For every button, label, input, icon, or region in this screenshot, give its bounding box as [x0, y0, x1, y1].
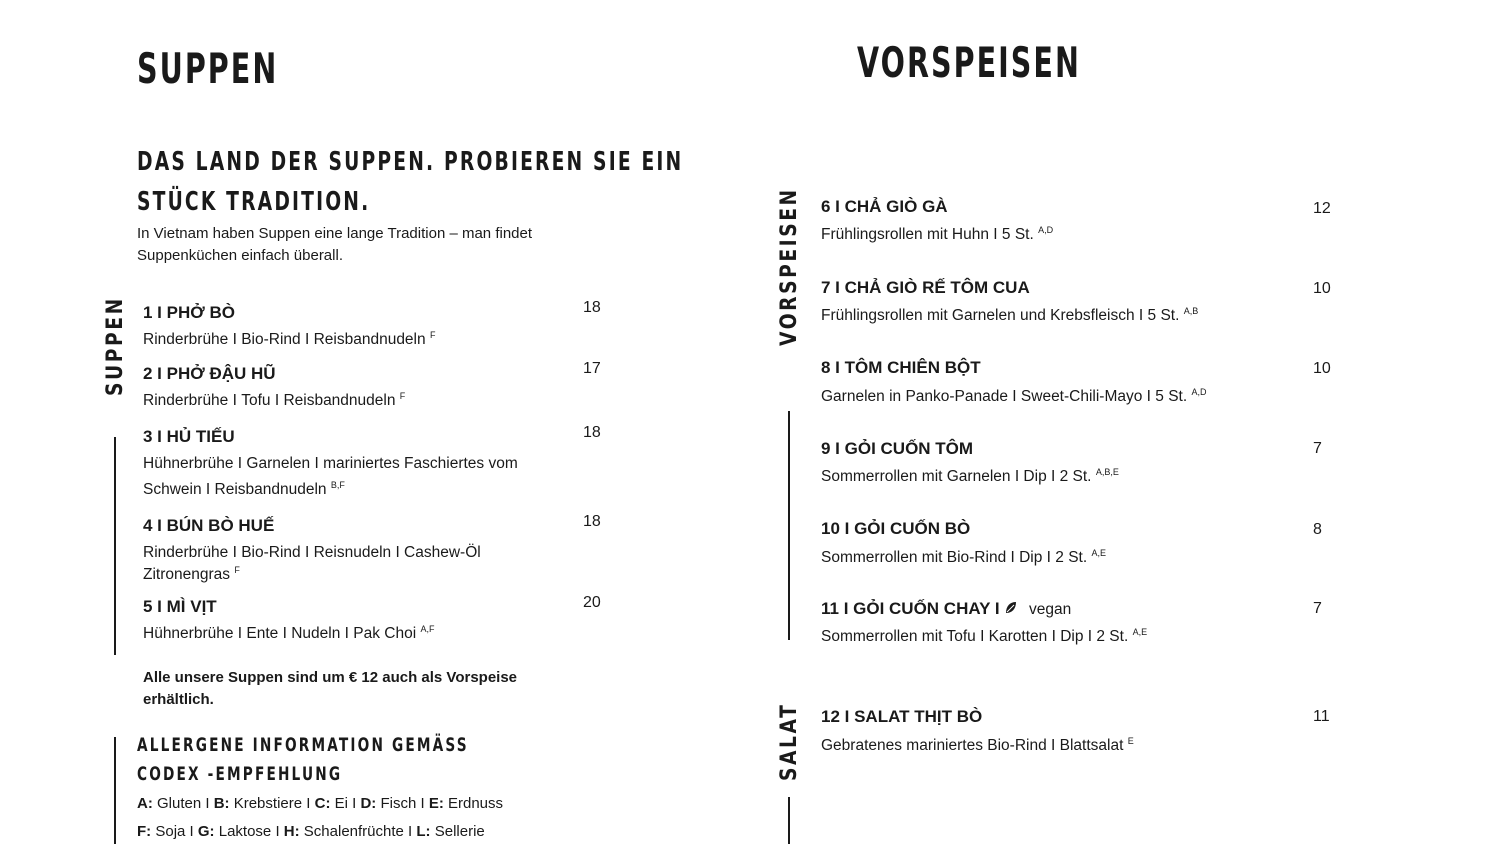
- vertical-label-salat: SALAT: [777, 702, 802, 781]
- menu-item-price: 11: [1313, 708, 1330, 725]
- menu-item-price: 10: [1313, 280, 1331, 297]
- menu-item-desc: Frühlingsrollen mit Huhn Ι 5 St. $^{A,D}$: [821, 224, 1054, 243]
- vertical-label-suppen: SUPPEN: [103, 296, 128, 396]
- menu-item-desc: Rinderbrühe Ι Bio-Rind Ι Reisbandnudeln $^F$: [143, 329, 436, 348]
- menu-item-name: 5 Ι MÌ VỊT: [143, 597, 217, 616]
- divider-line: [114, 437, 116, 655]
- suppen-note: Alle unsere Suppen sind um € 12 auch als Vorspeise erhältlich.: [143, 669, 518, 708]
- menu-item-name: 6 Ι CHẢ GIÒ GÀ: [821, 197, 948, 216]
- suppen-subtitle-line1: DAS LAND DER SUPPEN. PROBIEREN SIE EIN: [137, 147, 684, 177]
- allergen-title-line1: ALLERGENE INFORMATION GEMÄSS: [137, 734, 469, 756]
- divider-line: [788, 797, 790, 844]
- menu-item-name: 9 Ι GỎI CUỐN TÔM: [821, 439, 974, 458]
- menu-item-desc: Rinderbrühe Ι Bio-Rind Ι Reisnudeln Ι Cashew-Öl Zitronengras $^F$: [143, 544, 481, 583]
- menu-item-name: 2 Ι PHỞ ĐẬU HŨ: [143, 364, 276, 383]
- leaf-icon: [1004, 601, 1018, 615]
- menu-item-desc: Sommerrollen mit Garnelen Ι Dip Ι 2 St. $^{A,B,E}$: [821, 466, 1119, 485]
- allergen-legend-row: F: Soja Ι G: Laktose Ι H: Schalenfrüchte Ι L: Sellerie: [137, 823, 485, 840]
- page-title-suppen: SUPPEN: [137, 44, 279, 93]
- vertical-label-vorspeisen: VORSPEISEN: [777, 187, 802, 346]
- vegan-tag: vegan: [1029, 601, 1072, 618]
- menu-item-name: 7 Ι CHẢ GIÒ RẾ TÔM CUA: [821, 278, 1030, 297]
- menu-item-name: 11 Ι GỎI CUỐN CHAY Ι vegan: [821, 599, 1072, 618]
- menu-item-name: 8 Ι TÔM CHIÊN BỘT: [821, 358, 981, 377]
- menu-item-price: 12: [1313, 200, 1331, 217]
- menu-item-price: 10: [1313, 360, 1331, 377]
- menu-item-desc: Sommerrollen mit Tofu Ι Karotten Ι Dip Ι 2 St. $^{A,E}$: [821, 626, 1148, 645]
- suppen-subtitle-line2: STÜCK TRADITION.: [137, 187, 371, 217]
- menu-item-name: 3 Ι HỦ TIẾU: [143, 427, 235, 446]
- divider-line: [788, 411, 790, 640]
- menu-item-desc: Sommerrollen mit Bio-Rind Ι Dip Ι 2 St. $^{A,E}$: [821, 547, 1106, 566]
- menu-item-desc: Hühnerbrühe Ι Garnelen Ι mariniertes Faschiertes vom Schwein Ι Reisbandnudeln $^{B,F}$: [143, 455, 518, 498]
- intro-line: In Vietnam haben Suppen eine lange Tradition – man findet: [137, 225, 533, 242]
- menu-item-desc: Garnelen in Panko-Panade Ι Sweet-Chili-Mayo Ι 5 St. $^{A,D}$: [821, 386, 1207, 405]
- suppen-intro: [137, 223, 532, 267]
- menu-item-price: 18: [583, 299, 601, 316]
- menu-item-desc: Hühnerbrühe Ι Ente Ι Nudeln Ι Pak Choi $^{A,F}$: [143, 623, 435, 642]
- intro-line: Suppenküchen einfach überall.: [137, 247, 343, 264]
- allergen-title-line2: CODEX -EMPFEHLUNG: [137, 763, 343, 785]
- menu-item-desc: Gebratenes mariniertes Bio-Rind Ι Blattsalat $^E$: [821, 735, 1134, 754]
- menu-item-name: 4 Ι BÚN BÒ HUẾ: [143, 516, 275, 535]
- allergen-legend-row: A: Gluten Ι B: Krebstiere Ι C: Ei Ι D: Fisch Ι E: Erdnuss: [137, 795, 504, 812]
- menu-item-name: 1 Ι PHỞ BÒ: [143, 303, 235, 322]
- menu-item-price: 20: [583, 594, 601, 611]
- menu-item-price: 7: [1313, 600, 1322, 617]
- page-title-vorspeisen: VORSPEISEN: [857, 38, 1081, 87]
- menu-item-price: 8: [1313, 521, 1322, 538]
- menu-item-price: 17: [583, 360, 601, 377]
- menu-item-name: 12 Ι SALAT THỊT BÒ: [821, 707, 983, 726]
- menu-item-desc: Rinderbrühe Ι Tofu Ι Reisbandnudeln $^F$: [143, 390, 406, 409]
- menu-item-name: 10 Ι GỎI CUỐN BÒ: [821, 519, 971, 538]
- menu-item-price: 18: [583, 513, 601, 530]
- menu-item-price: 18: [583, 424, 601, 441]
- menu-item-price: 7: [1313, 440, 1322, 457]
- divider-line: [114, 737, 116, 844]
- menu-item-desc: Frühlingsrollen mit Garnelen und Krebsfleisch Ι 5 St. $^{A,B}$: [821, 305, 1199, 324]
